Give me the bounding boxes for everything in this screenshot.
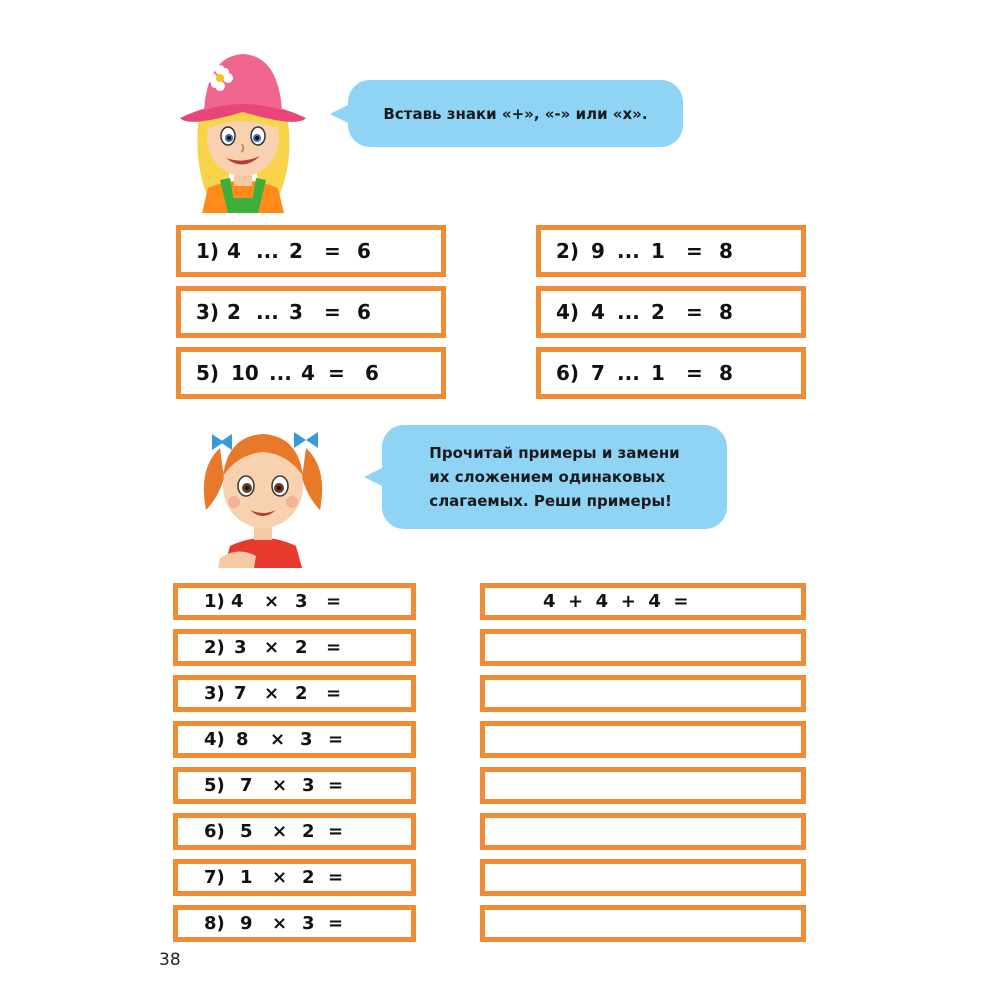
missing-sign: ... <box>617 361 640 385</box>
girl-with-pigtails-illustration <box>198 418 328 568</box>
missing-sign: ... <box>256 300 279 324</box>
instruction-text-2 <box>429 441 679 513</box>
missing-sign: ... <box>617 239 640 263</box>
example-number: 7) <box>204 867 225 888</box>
operand-b: 4 <box>301 361 315 385</box>
example-number: 6) <box>204 821 225 842</box>
task1-example-box[interactable] <box>176 347 446 399</box>
equals-sign: = <box>328 361 345 385</box>
operand-a: 8 <box>236 729 249 750</box>
operand-b: 3 <box>289 300 303 324</box>
answer-box[interactable] <box>480 813 806 850</box>
example-number: 8) <box>204 913 225 934</box>
instruction-bubble-1 <box>348 80 683 147</box>
operand-b: 3 <box>300 729 313 750</box>
multiplication-box <box>173 629 416 666</box>
answer-box[interactable] <box>480 675 806 712</box>
answer-text: 4 + 4 + 4 = <box>543 591 689 612</box>
result: 6 <box>357 239 371 263</box>
operand-a: 7 <box>240 775 253 796</box>
operand-a: 5 <box>240 821 253 842</box>
times-sign: × <box>272 775 288 796</box>
task1-example-box[interactable] <box>176 286 446 338</box>
equals-sign: = <box>328 913 344 934</box>
operand-b: 3 <box>302 913 315 934</box>
example-number: 2) <box>204 637 225 658</box>
task1-example-box[interactable] <box>536 286 806 338</box>
example-number: 2) <box>556 239 580 263</box>
operand-b: 1 <box>651 239 665 263</box>
task1-example-box[interactable] <box>536 225 806 277</box>
operand-b: 2 <box>295 683 308 704</box>
result: 8 <box>719 239 733 263</box>
instruction-text-1: Вставь знаки «+», «-» или «х». <box>383 104 648 123</box>
operand-a: 10 <box>231 361 259 385</box>
operand-b: 3 <box>302 775 315 796</box>
equals-sign: = <box>326 591 342 612</box>
girl-with-hat-illustration <box>178 48 308 213</box>
example-number: 6) <box>556 361 580 385</box>
multiplication-box <box>173 721 416 758</box>
times-sign: × <box>264 591 280 612</box>
operand-b: 2 <box>289 239 303 263</box>
times-sign: × <box>264 683 280 704</box>
result: 8 <box>719 361 733 385</box>
operand-a: 9 <box>240 913 253 934</box>
example-number: 1) <box>196 239 220 263</box>
task1-example-box[interactable] <box>536 347 806 399</box>
operand-b: 2 <box>295 637 308 658</box>
equals-sign: = <box>686 361 703 385</box>
equals-sign: = <box>324 239 341 263</box>
multiplication-box <box>173 675 416 712</box>
operand-a: 7 <box>234 683 247 704</box>
answer-box[interactable] <box>480 905 806 942</box>
equals-sign: = <box>686 300 703 324</box>
operand-a: 1 <box>240 867 253 888</box>
answer-box[interactable] <box>480 583 806 620</box>
operand-a: 4 <box>591 300 605 324</box>
example-number: 3) <box>204 683 225 704</box>
missing-sign: ... <box>617 300 640 324</box>
multiplication-box <box>173 859 416 896</box>
example-number: 1) <box>204 591 225 612</box>
operand-a: 3 <box>234 637 247 658</box>
equals-sign: = <box>324 300 341 324</box>
operand-a: 4 <box>231 591 244 612</box>
multiplication-box <box>173 813 416 850</box>
operand-b: 2 <box>302 867 315 888</box>
instruction-line: слагаемых. Реши примеры! <box>429 492 672 510</box>
times-sign: × <box>272 821 288 842</box>
example-number: 3) <box>196 300 220 324</box>
example-number: 5) <box>196 361 220 385</box>
example-number: 4) <box>204 729 225 750</box>
instruction-bubble-2 <box>382 425 727 529</box>
result: 6 <box>357 300 371 324</box>
operand-b: 2 <box>302 821 315 842</box>
task1-example-box[interactable] <box>176 225 446 277</box>
equals-sign: = <box>328 867 344 888</box>
answer-box[interactable] <box>480 629 806 666</box>
result: 8 <box>719 300 733 324</box>
equals-sign: = <box>326 683 342 704</box>
example-number: 4) <box>556 300 580 324</box>
times-sign: × <box>270 729 286 750</box>
operand-a: 2 <box>227 300 241 324</box>
equals-sign: = <box>326 637 342 658</box>
multiplication-box <box>173 905 416 942</box>
answer-box[interactable] <box>480 721 806 758</box>
operand-b: 2 <box>651 300 665 324</box>
instruction-line: Прочитай примеры и замени <box>429 444 680 462</box>
multiplication-box <box>173 767 416 804</box>
times-sign: × <box>272 867 288 888</box>
equals-sign: = <box>328 775 344 796</box>
operand-b: 1 <box>651 361 665 385</box>
missing-sign: ... <box>256 239 279 263</box>
times-sign: × <box>272 913 288 934</box>
times-sign: × <box>264 637 280 658</box>
equals-sign: = <box>328 821 344 842</box>
missing-sign: ... <box>269 361 292 385</box>
operand-a: 7 <box>591 361 605 385</box>
result: 6 <box>365 361 379 385</box>
operand-b: 3 <box>295 591 308 612</box>
equals-sign: = <box>328 729 344 750</box>
answer-box[interactable] <box>480 767 806 804</box>
operand-a: 4 <box>227 239 241 263</box>
example-number: 5) <box>204 775 225 796</box>
operand-a: 9 <box>591 239 605 263</box>
page-number: 38 <box>159 950 181 970</box>
multiplication-box <box>173 583 416 620</box>
answer-box[interactable] <box>480 859 806 896</box>
instruction-line: их сложением одинаковых <box>429 468 666 486</box>
equals-sign: = <box>686 239 703 263</box>
